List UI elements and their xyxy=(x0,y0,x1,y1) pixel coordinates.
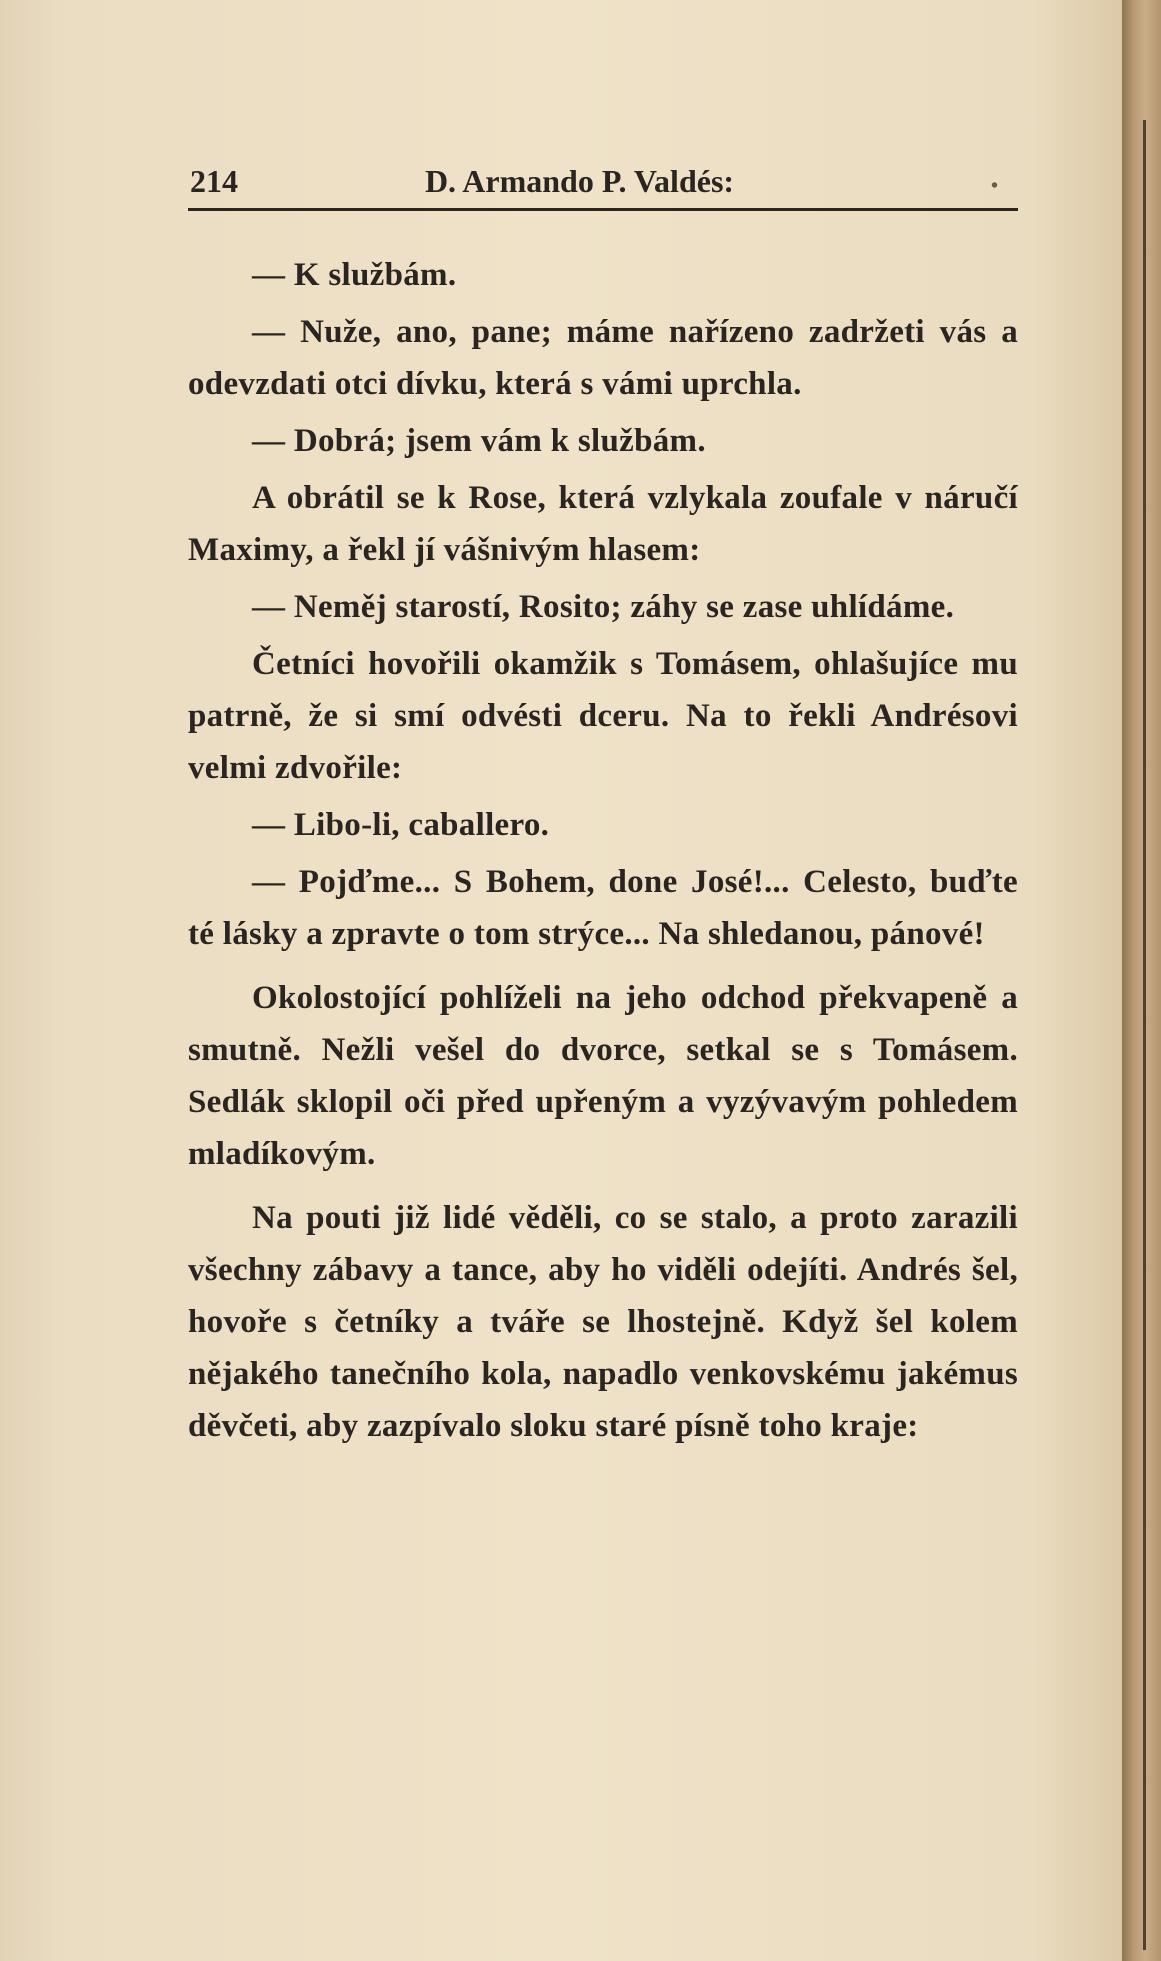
paragraph: — Dobrá; jsem vám k službám. xyxy=(252,423,706,459)
page-number: 214 xyxy=(190,163,238,199)
print-speck: • xyxy=(990,175,998,197)
paragraph: — K službám. xyxy=(252,257,457,293)
paragraph: Okolostojící pohlíželi na jeho odchod překvapeně a smutně. Nežli vešel do dvorce, setkal se s Tomásem. Sedlák sklopil oči před upřeným a vyzývavým pohledem mladíkovým. xyxy=(188,980,1018,1172)
paragraph: — Libo-li, caballero. xyxy=(252,807,550,843)
paragraph: A obrátil se k Rose, která vzlykala zoufale v náručí Maximy, a řekl jí vášnivým hlasem: xyxy=(188,480,1018,568)
paragraph: Na pouti již lidé věděli, co se stalo, a proto zarazili všechny zábavy a tance, aby ho viděli odejíti. Andrés šel, hovoře s četníky a tváře se lhostejně. Když šel kolem nějakého tanečního kola, napadlo venkovskému jakémus děvčeti, aby zazpívalo sloku staré písně toho kraje: xyxy=(188,1200,1018,1444)
page-body xyxy=(188,249,1018,1452)
paragraph: — Nuže, ano, pane; máme nařízeno zadržeti vás a odevzdati otci dívku, která s vámi uprchla. xyxy=(188,314,1018,402)
text-block xyxy=(188,158,1018,1452)
paragraph: — Neměj starostí, Rosito; záhy se zase uhlídáme. xyxy=(252,589,955,625)
running-header xyxy=(188,158,1018,204)
binding-edge xyxy=(1143,120,1146,1950)
book-gutter xyxy=(1122,0,1161,1961)
header-rule xyxy=(188,208,1018,211)
paragraph: — Pojďme... S Bohem, done José!... Celesto, buďte té lásky a zpravte o tom strýce... Na shledanou, pánové! xyxy=(188,864,1018,952)
paragraph: Četníci hovořili okamžik s Tomásem, ohlašujíce mu patrně, že si smí odvésti dceru. Na to řekli Andrésovi velmi zdvořile: xyxy=(188,646,1018,786)
running-title: D. Armando P. Valdés: xyxy=(424,163,735,199)
